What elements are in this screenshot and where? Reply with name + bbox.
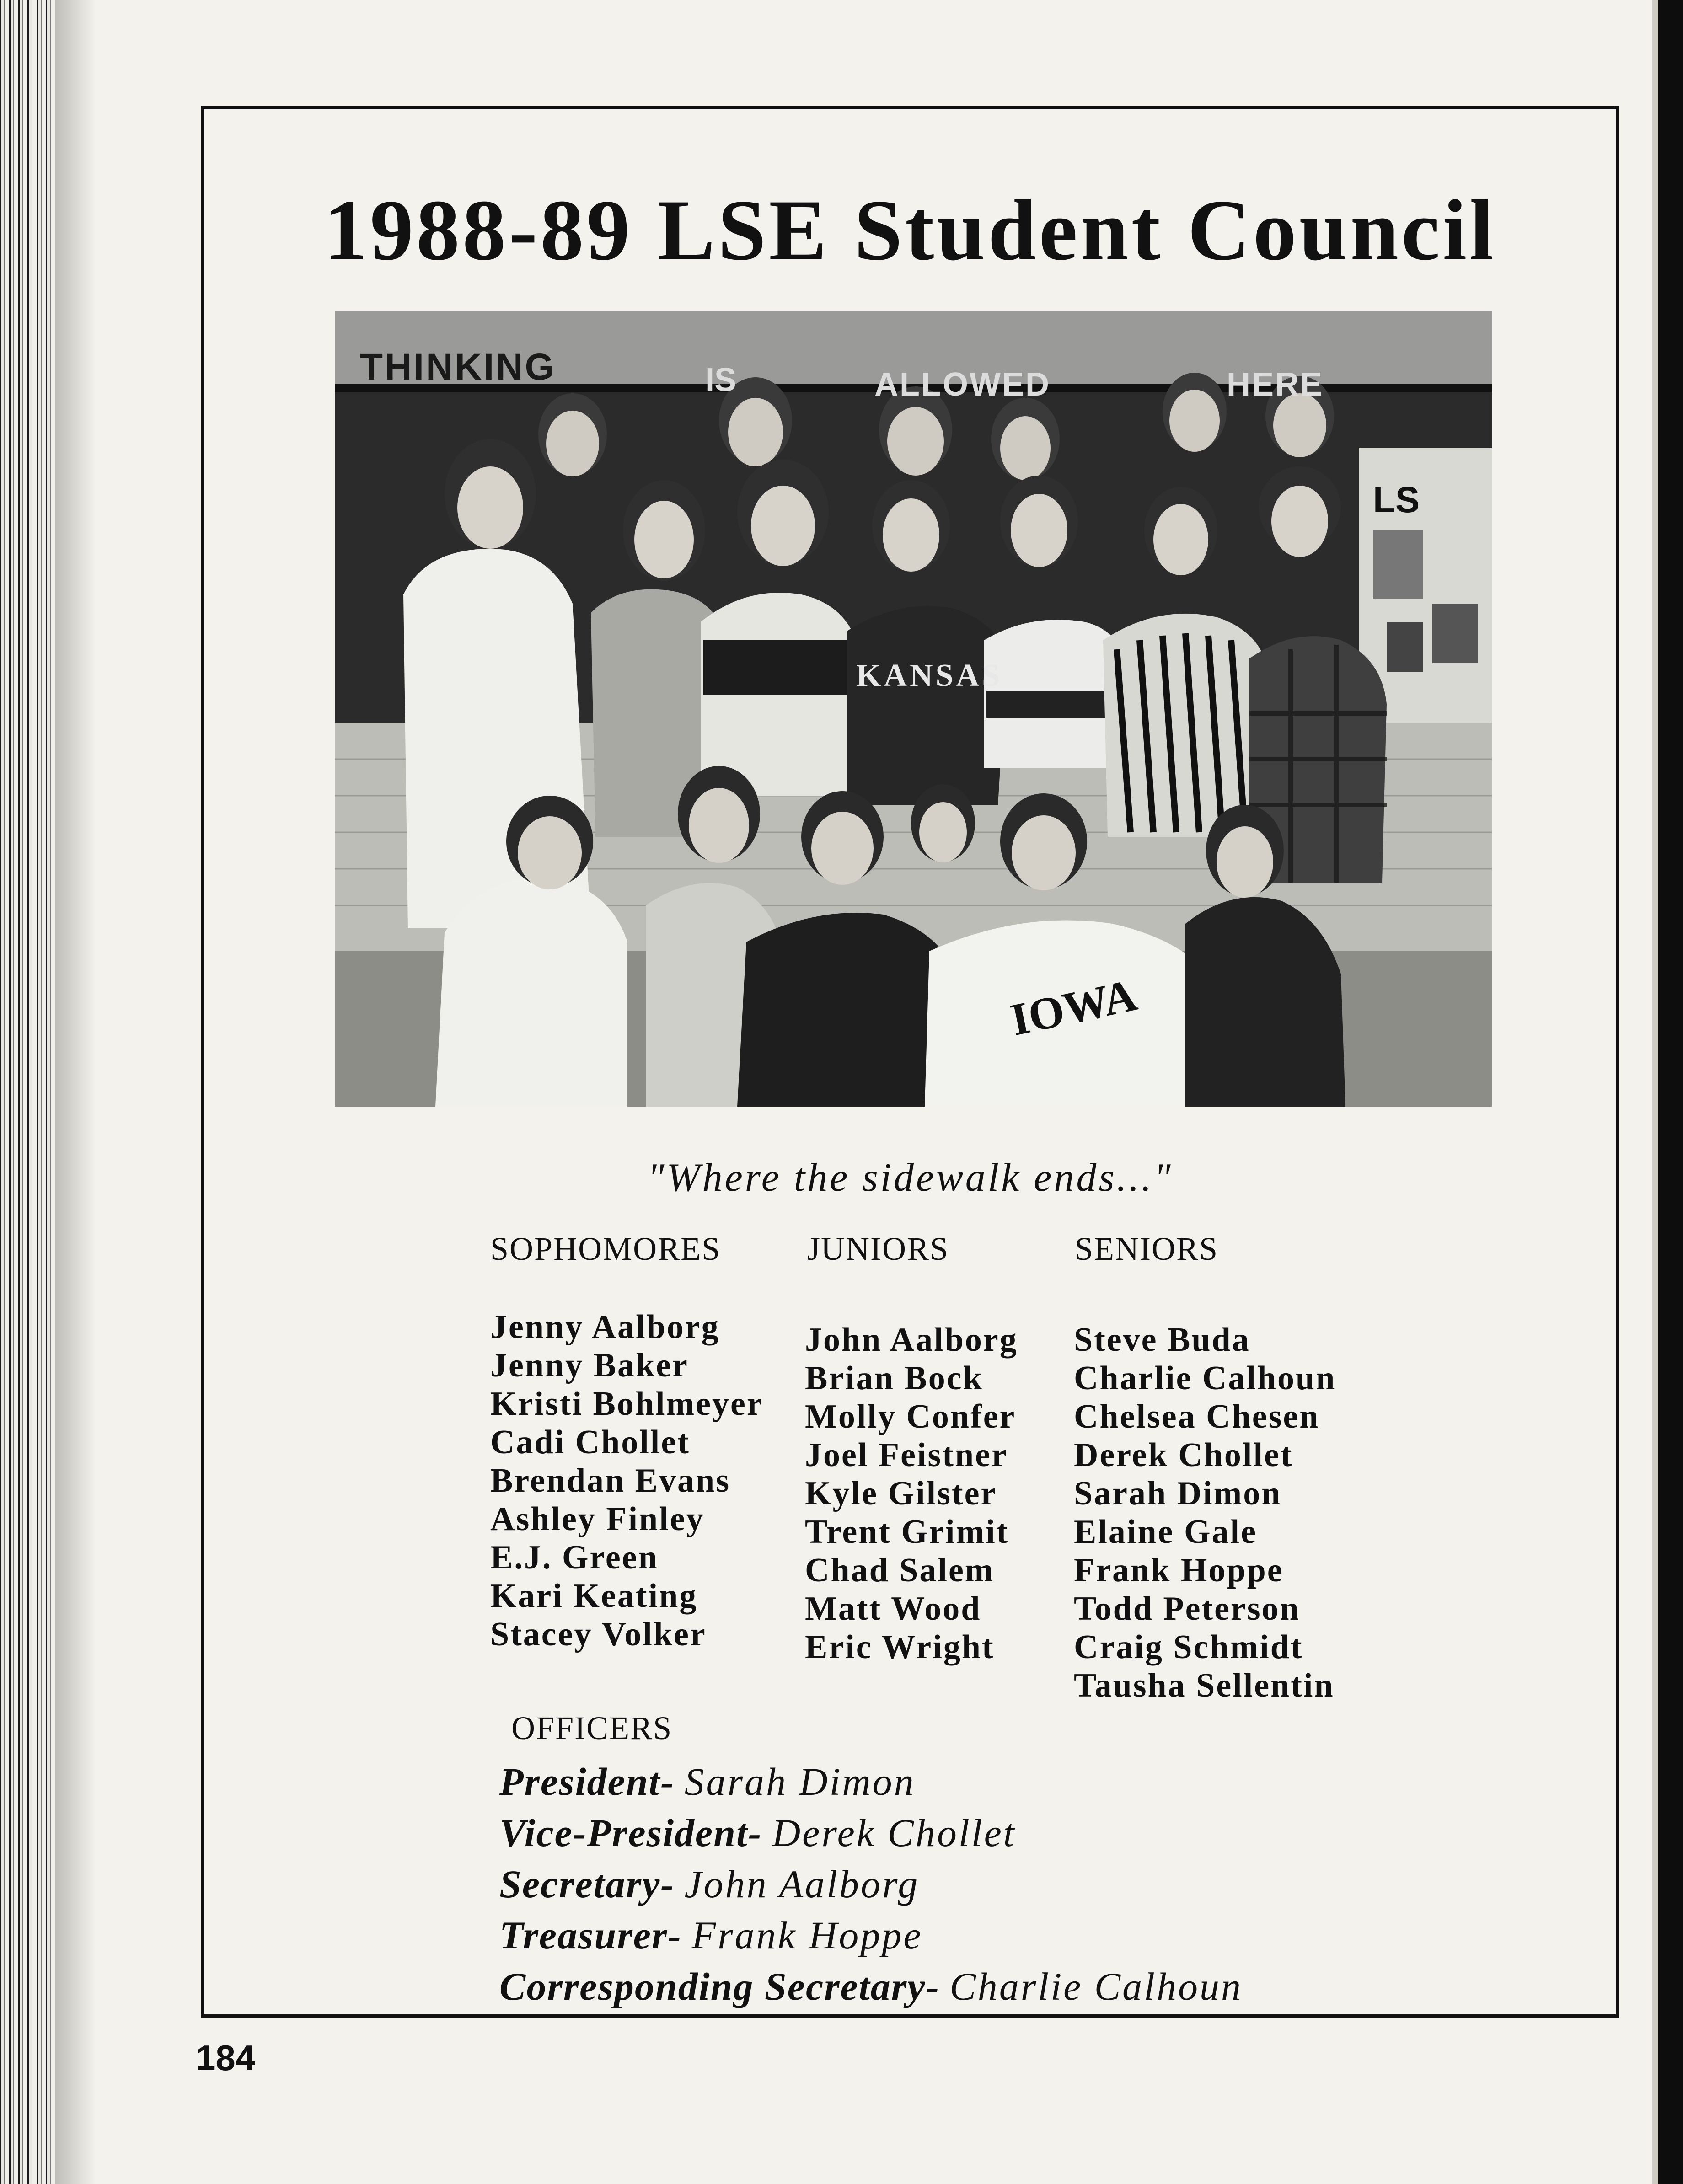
- officer-secretary: [499, 1858, 1243, 1910]
- list-item: Cadi Chollet: [490, 1424, 690, 1461]
- book-binding: [0, 0, 55, 2184]
- page-edge: [1652, 0, 1658, 2184]
- list-item: John Aalborg: [805, 1321, 1018, 1359]
- officer-vice-president: [499, 1807, 1243, 1858]
- officer-role: President-: [499, 1760, 675, 1804]
- binding-shadow: [55, 0, 96, 2184]
- board-sign: LS: [1373, 479, 1420, 520]
- banner-word-2: IS: [705, 362, 737, 398]
- page-number: 184: [196, 2038, 256, 2078]
- list-item: Todd Peterson: [1074, 1590, 1300, 1627]
- officers-heading: OFFICERS: [511, 1710, 673, 1746]
- officer-role: Secretary-: [499, 1862, 675, 1906]
- banner-word-3: ALLOWED: [874, 366, 1051, 403]
- list-item: Charlie Calhoun: [1074, 1360, 1336, 1397]
- officer-role: Corresponding Secretary-: [499, 1965, 940, 2008]
- officer-treasurer: [499, 1910, 1243, 1961]
- banner-word-4: HERE: [1227, 366, 1324, 403]
- list-item: Stacey Volker: [490, 1616, 707, 1653]
- list-item: Jenny Aalborg: [490, 1308, 720, 1346]
- officer-name: Charlie Calhoun: [949, 1965, 1243, 2008]
- sweatshirt-text-2: IOWA: [1006, 969, 1142, 1046]
- list-item: Ashley Finley: [490, 1500, 705, 1538]
- list-item: Brian Bock: [805, 1360, 983, 1397]
- sophomores-list: [490, 1308, 763, 1654]
- officer-role: Treasurer-: [499, 1913, 682, 1957]
- list-item: Trent Grimit: [805, 1513, 1009, 1551]
- officers-list: [499, 1756, 1243, 2012]
- list-item: Chelsea Chesen: [1074, 1398, 1320, 1435]
- list-item: Jenny Baker: [490, 1347, 689, 1384]
- list-item: Joel Feistner: [805, 1436, 1008, 1474]
- list-item: Steve Buda: [1074, 1321, 1250, 1359]
- officer-name: Frank Hoppe: [691, 1913, 923, 1957]
- list-item: Frank Hoppe: [1074, 1552, 1284, 1589]
- list-item: Craig Schmidt: [1074, 1628, 1303, 1666]
- banner-word-1: THINKING: [360, 346, 556, 388]
- officer-president: [499, 1756, 1243, 1807]
- list-item: Kristi Bohlmeyer: [490, 1385, 763, 1423]
- list-item: Elaine Gale: [1074, 1513, 1257, 1551]
- list-item: Kyle Gilster: [805, 1475, 997, 1512]
- book-cover-edge: [1658, 0, 1683, 2184]
- list-item: Tausha Sellentin: [1074, 1667, 1335, 1704]
- list-item: Kari Keating: [490, 1577, 698, 1615]
- list-item: Brendan Evans: [490, 1462, 730, 1499]
- list-item: Sarah Dimon: [1074, 1475, 1282, 1512]
- officer-name: John Aalborg: [684, 1862, 920, 1906]
- list-item: Eric Wright: [805, 1628, 995, 1666]
- list-item: Matt Wood: [805, 1590, 981, 1627]
- photo-caption: "Where the sidewalk ends...": [647, 1156, 1173, 1200]
- list-item: Molly Confer: [805, 1398, 1016, 1435]
- page-title: 1988-89 LSE Student Council: [324, 182, 1496, 278]
- juniors-list: [805, 1321, 1018, 1666]
- column-heading-sophomores: SOPHOMORES: [490, 1231, 721, 1267]
- column-heading-seniors: SENIORS: [1075, 1231, 1219, 1267]
- officer-name: Derek Chollet: [772, 1811, 1016, 1855]
- group-photo: [335, 311, 1492, 1107]
- seniors-list: [1074, 1321, 1336, 1705]
- list-item: Derek Chollet: [1074, 1436, 1293, 1474]
- officer-role: Vice-President-: [499, 1811, 762, 1855]
- column-heading-juniors: JUNIORS: [807, 1231, 949, 1267]
- list-item: E.J. Green: [490, 1539, 659, 1576]
- officer-name: Sarah Dimon: [684, 1760, 916, 1804]
- sweatshirt-text-1: KANSAS: [856, 658, 1002, 693]
- list-item: Chad Salem: [805, 1552, 995, 1589]
- officer-corresponding-secretary: [499, 1961, 1243, 2012]
